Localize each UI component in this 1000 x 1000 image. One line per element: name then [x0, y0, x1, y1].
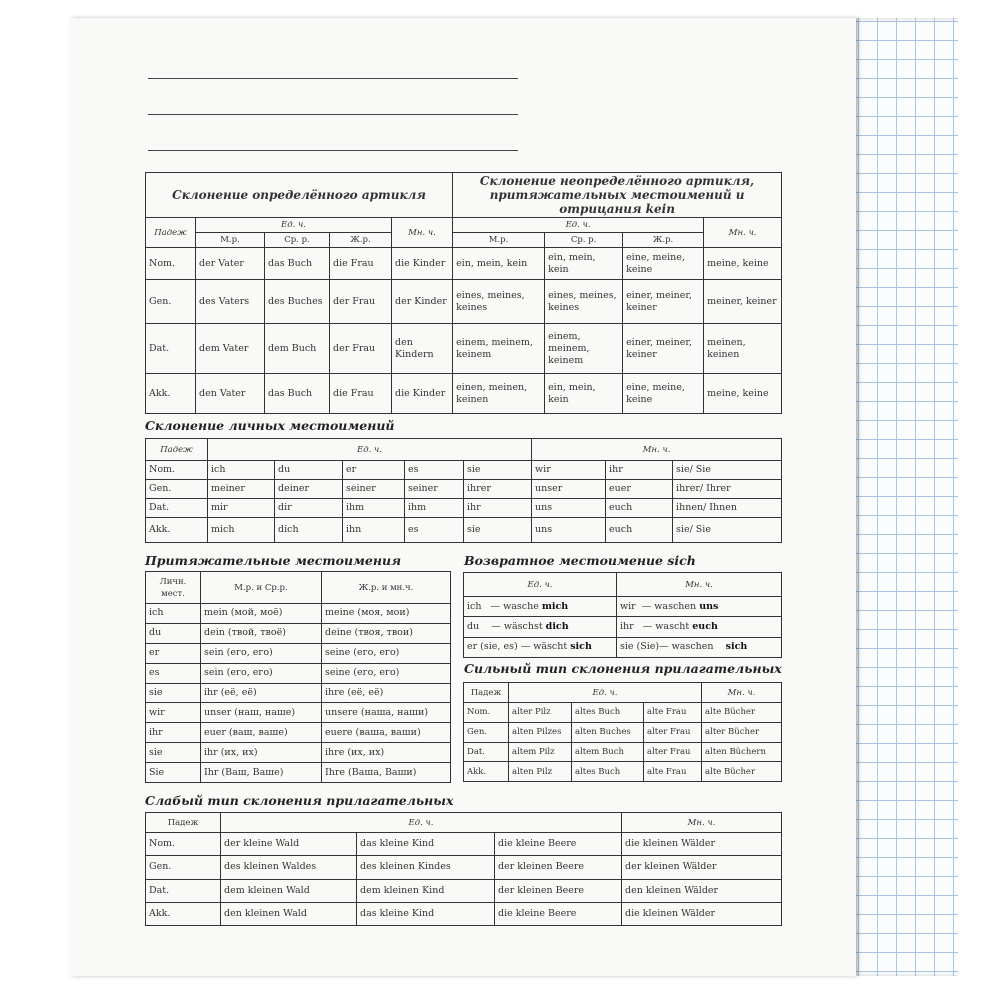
pronoun-cell: wir	[146, 703, 201, 723]
table-cell	[464, 617, 617, 637]
case-cell: Nom.	[464, 703, 509, 723]
verb: wäschst	[503, 620, 543, 632]
case-cell: Dat.	[146, 879, 221, 902]
case-cell: Gen.	[146, 280, 196, 324]
table-cell: das kleine Kind	[357, 833, 495, 856]
table-cell: ihr	[606, 461, 673, 480]
table-cell: alter Bücher	[702, 722, 782, 742]
table-cell: meine (моя, мои)	[322, 604, 451, 624]
case-cell: Akk.	[464, 762, 509, 782]
table-cell	[464, 637, 617, 657]
table-cell: das Buch	[265, 374, 330, 414]
table-cell: wir	[532, 461, 606, 480]
table-cell: alter Pilz	[509, 703, 572, 723]
table-row	[146, 374, 782, 414]
table-cell	[617, 597, 782, 617]
pronoun: sie (Sie)	[620, 641, 660, 653]
singular-header: Ед. ч.	[509, 683, 702, 703]
singular-header: Ед. ч.	[196, 218, 392, 233]
dash: —	[520, 641, 531, 653]
reflexive-form: euch	[692, 620, 718, 632]
table-row	[146, 683, 451, 703]
table-row	[464, 703, 782, 723]
table-cell: euch	[606, 499, 673, 518]
case-header: Падеж	[146, 439, 208, 461]
table-cell: meine, keine	[704, 248, 782, 280]
name-line-1	[148, 78, 518, 79]
table-cell: es	[405, 518, 464, 543]
table-cell: eines, meines, keines	[545, 280, 623, 324]
table-cell: mein (мой, моё)	[201, 604, 322, 624]
table-cell: alter Frau	[644, 722, 702, 742]
table-cell: den kleinen Wald	[221, 902, 357, 925]
reflexive-form: dich	[545, 620, 569, 632]
table-cell: unser (наш, наше)	[201, 703, 322, 723]
table-cell: ihr	[464, 499, 532, 518]
verb: wäscht	[533, 641, 568, 653]
plural-header: Мн. ч.	[617, 573, 782, 597]
table-row	[146, 663, 451, 683]
fem-plural-header: Ж.р. и мн.ч.	[322, 572, 451, 604]
table-row	[146, 499, 782, 518]
table-cell: des kleinen Kindes	[357, 856, 495, 879]
weak-declension-title: Слабый тип склонения прилагательных	[145, 793, 454, 808]
table-row	[146, 518, 782, 543]
masculine-header: М.р.	[453, 233, 545, 248]
case-header: Падеж	[146, 218, 196, 248]
table-row	[464, 597, 782, 617]
case-cell: Akk.	[146, 374, 196, 414]
table-cell: deiner	[275, 480, 343, 499]
table-cell: seine (его, его)	[322, 663, 451, 683]
case-cell: Gen.	[464, 722, 509, 742]
table-cell: der Frau	[330, 324, 392, 374]
name-line-3	[148, 150, 518, 151]
table-cell: mir	[208, 499, 275, 518]
table-cell: ein, mein, kein	[453, 248, 545, 280]
pronoun-cell: es	[146, 663, 201, 683]
table-cell: der Frau	[330, 280, 392, 324]
dash: —	[642, 620, 653, 632]
table-cell: dem Buch	[265, 324, 330, 374]
case-cell: Dat.	[464, 742, 509, 762]
table-cell: alten Büchern	[702, 742, 782, 762]
pronoun-cell: ich	[146, 604, 201, 624]
table-cell: ihnen/ Ihnen	[673, 499, 782, 518]
table-cell: meiner, keiner	[704, 280, 782, 324]
singular-header: Ед. ч.	[221, 813, 622, 833]
table-row	[146, 604, 451, 624]
weak-declension-table	[145, 812, 782, 926]
table-cell: der kleine Wald	[221, 833, 357, 856]
table-cell: meinen, keinen	[704, 324, 782, 374]
table-cell: sein (его, его)	[201, 643, 322, 663]
table-cell: altem Pilz	[509, 742, 572, 762]
table-cell: die Kinder	[392, 374, 453, 414]
table-cell: den Kindern	[392, 324, 453, 374]
dash: —	[490, 600, 501, 612]
table-cell: seine (его, его)	[322, 643, 451, 663]
table-cell	[617, 637, 782, 657]
table-cell: seiner	[343, 480, 405, 499]
personal-pronouns-title: Склонение личных местоимений	[145, 418, 395, 433]
pronoun-cell: er	[146, 643, 201, 663]
table-cell: alten Pilzes	[509, 722, 572, 742]
reflexive-form: uns	[699, 600, 719, 612]
verb: wasche	[503, 600, 539, 612]
singular-header: Ед. ч.	[464, 573, 617, 597]
table-row	[464, 617, 782, 637]
table-cell: uns	[532, 499, 606, 518]
table-cell: einer, meiner, keiner	[623, 280, 704, 324]
table-cell: einem, meinem, keinem	[453, 324, 545, 374]
table-row	[146, 763, 451, 783]
table-cell: deine (твоя, твои)	[322, 623, 451, 643]
pronoun: er (sie, es)	[467, 641, 518, 653]
table-cell: ihn	[343, 518, 405, 543]
grid-paper-pages	[852, 18, 958, 976]
personal-pronouns-table	[145, 438, 782, 543]
case-cell: Dat.	[146, 499, 208, 518]
table-row	[146, 643, 451, 663]
table-cell: ihre (её, её)	[322, 683, 451, 703]
table-cell: den Vater	[196, 374, 265, 414]
pronoun-header: Личн. мест.	[146, 572, 201, 604]
table-row	[146, 902, 782, 925]
case-cell: Akk.	[146, 902, 221, 925]
table-cell: der Kinder	[392, 280, 453, 324]
table-cell: altes Buch	[572, 762, 644, 782]
table-cell: dem kleinen Wald	[221, 879, 357, 902]
table-cell: das Buch	[265, 248, 330, 280]
reflexive-pronoun-title: Возвратное местоимение sich	[464, 553, 696, 568]
table-cell: der kleinen Beere	[495, 879, 622, 902]
table-cell: dem Vater	[196, 324, 265, 374]
table-cell	[617, 617, 782, 637]
table-cell: eine, meine, keine	[623, 248, 704, 280]
plural-header: Мн. ч.	[532, 439, 782, 461]
pronoun: ihr	[620, 620, 634, 632]
table-cell: ihm	[405, 499, 464, 518]
plural-header: Мн. ч.	[704, 218, 782, 248]
case-cell: Nom.	[146, 248, 196, 280]
table-cell: dir	[275, 499, 343, 518]
table-cell: es	[405, 461, 464, 480]
table-cell: meine, keine	[704, 374, 782, 414]
table-row	[146, 723, 451, 743]
table-cell: alte Bücher	[702, 762, 782, 782]
table-cell: ein, mein, kein	[545, 374, 623, 414]
table-cell: euer (ваш, ваше)	[201, 723, 322, 743]
table-cell: mich	[208, 518, 275, 543]
table-cell: des Buches	[265, 280, 330, 324]
neuter-header: Ср. р.	[545, 233, 623, 248]
table-cell: dein (твой, твоё)	[201, 623, 322, 643]
table-cell: ihm	[343, 499, 405, 518]
pronoun-cell: sie	[146, 683, 201, 703]
table-row	[146, 856, 782, 879]
pronoun-cell: Sie	[146, 763, 201, 783]
table-cell: die Frau	[330, 374, 392, 414]
table-cell: alte Bücher	[702, 703, 782, 723]
plural-header: Мн. ч.	[392, 218, 453, 248]
feminine-header: Ж.р.	[330, 233, 392, 248]
strong-declension-title: Сильный тип склонения прилагательных	[464, 661, 782, 676]
case-cell: Gen.	[146, 480, 208, 499]
table-cell: altem Buch	[572, 742, 644, 762]
table-cell: alte Frau	[644, 703, 702, 723]
plural-header: Мн. ч.	[622, 813, 782, 833]
table-cell: eine, meine, keine	[623, 374, 704, 414]
table-cell: des kleinen Waldes	[221, 856, 357, 879]
table-cell: sie/ Sie	[673, 461, 782, 480]
table-cell: den kleinen Wälder	[622, 879, 782, 902]
table-cell: euer	[606, 480, 673, 499]
table-cell: die Kinder	[392, 248, 453, 280]
table-cell: du	[275, 461, 343, 480]
table-cell: ich	[208, 461, 275, 480]
table-cell: einem, meinem, keinem	[545, 324, 623, 374]
indefinite-article-title: Склонение неопределённого артикля, притяжательных местоимений и отрицания kein	[453, 173, 782, 218]
table-row	[146, 248, 782, 280]
dash: —	[491, 620, 501, 632]
table-row	[146, 879, 782, 902]
case-cell: Gen.	[146, 856, 221, 879]
pronoun: wir	[620, 600, 636, 612]
table-cell: die kleinen Wälder	[622, 833, 782, 856]
case-header: Падеж	[464, 683, 509, 703]
case-cell: Nom.	[146, 833, 221, 856]
table-cell: ihr (её, её)	[201, 683, 322, 703]
table-cell: alten Pilz	[509, 762, 572, 782]
pronoun-cell: ihr	[146, 723, 201, 743]
table-row	[146, 623, 451, 643]
article-declension-table	[145, 172, 782, 414]
pronoun-cell: du	[146, 623, 201, 643]
reflexive-form: mich	[541, 600, 569, 612]
table-cell: des Vaters	[196, 280, 265, 324]
reflexive-form: sich	[570, 641, 592, 653]
table-row	[464, 762, 782, 782]
table-cell: der Vater	[196, 248, 265, 280]
table-row	[464, 637, 782, 657]
case-header: Падеж	[146, 813, 221, 833]
table-cell: die kleinen Wälder	[622, 902, 782, 925]
table-cell: ihr (их, их)	[201, 743, 322, 763]
table-row	[146, 480, 782, 499]
table-row	[146, 703, 451, 723]
case-cell: Akk.	[146, 518, 208, 543]
singular-header: Ед. ч.	[208, 439, 532, 461]
table-cell: dich	[275, 518, 343, 543]
table-cell: uns	[532, 518, 606, 543]
table-cell: die Frau	[330, 248, 392, 280]
masc-neuter-header: М.р. и Ср.р.	[201, 572, 322, 604]
singular-header: Ед. ч.	[453, 218, 704, 233]
table-cell: euch	[606, 518, 673, 543]
table-cell: meiner	[208, 480, 275, 499]
table-row	[146, 743, 451, 763]
definite-article-title: Склонение определённого артикля	[146, 173, 453, 218]
table-cell: der kleinen Beere	[495, 856, 622, 879]
table-cell: das kleine Kind	[357, 902, 495, 925]
possessive-pronouns-title: Притяжательные местоимения	[145, 553, 402, 568]
table-cell: die kleine Beere	[495, 833, 622, 856]
table-cell: seiner	[405, 480, 464, 499]
table-cell	[464, 597, 617, 617]
table-cell: alte Frau	[644, 762, 702, 782]
feminine-header: Ж.р.	[623, 233, 704, 248]
possessive-pronouns-table	[145, 571, 451, 783]
plural-header: Мн. ч.	[702, 683, 782, 703]
table-cell: er	[343, 461, 405, 480]
reflexive-pronoun-table	[463, 572, 782, 658]
strong-declension-table	[463, 682, 782, 782]
table-cell: sie	[464, 461, 532, 480]
table-cell: ihre (их, их)	[322, 743, 451, 763]
table-cell: die kleine Beere	[495, 902, 622, 925]
dash: —	[659, 641, 669, 653]
table-row	[146, 833, 782, 856]
table-cell: sein (его, его)	[201, 663, 322, 683]
table-cell: einer, meiner, keiner	[623, 324, 704, 374]
table-row	[146, 324, 782, 374]
masculine-header: М.р.	[196, 233, 265, 248]
table-cell: einen, meinen, keinen	[453, 374, 545, 414]
table-row	[464, 722, 782, 742]
table-cell: Ihre (Ваша, Ваши)	[322, 763, 451, 783]
verb: waschen	[671, 641, 714, 653]
table-cell: der kleinen Wälder	[622, 856, 782, 879]
table-cell: ihrer	[464, 480, 532, 499]
table-cell: alter Frau	[644, 742, 702, 762]
table-cell: ein, mein, kein	[545, 248, 623, 280]
pronoun: du	[467, 620, 480, 632]
table-cell: euere (ваша, ваши)	[322, 723, 451, 743]
table-cell: sie/ Sie	[673, 518, 782, 543]
table-cell: eines, meines, keines	[453, 280, 545, 324]
table-row	[146, 461, 782, 480]
table-cell: altes Buch	[572, 703, 644, 723]
table-cell: unser	[532, 480, 606, 499]
case-cell: Dat.	[146, 324, 196, 374]
table-cell: alten Buches	[572, 722, 644, 742]
pronoun: ich	[467, 600, 482, 612]
table-cell: Ihr (Ваш, Ваше)	[201, 763, 322, 783]
name-line-2	[148, 114, 518, 115]
dash: —	[641, 600, 652, 612]
verb: wascht	[655, 620, 690, 632]
verb: waschen	[654, 600, 697, 612]
table-row	[146, 280, 782, 324]
pronoun-cell: sie	[146, 743, 201, 763]
case-cell: Nom.	[146, 461, 208, 480]
neuter-header: Ср. р.	[265, 233, 330, 248]
table-cell: dem kleinen Kind	[357, 879, 495, 902]
table-cell: ihrer/ Ihrer	[673, 480, 782, 499]
table-row	[464, 742, 782, 762]
reflexive-form: sich	[725, 641, 748, 653]
table-cell: unsere (наша, наши)	[322, 703, 451, 723]
table-cell: sie	[464, 518, 532, 543]
